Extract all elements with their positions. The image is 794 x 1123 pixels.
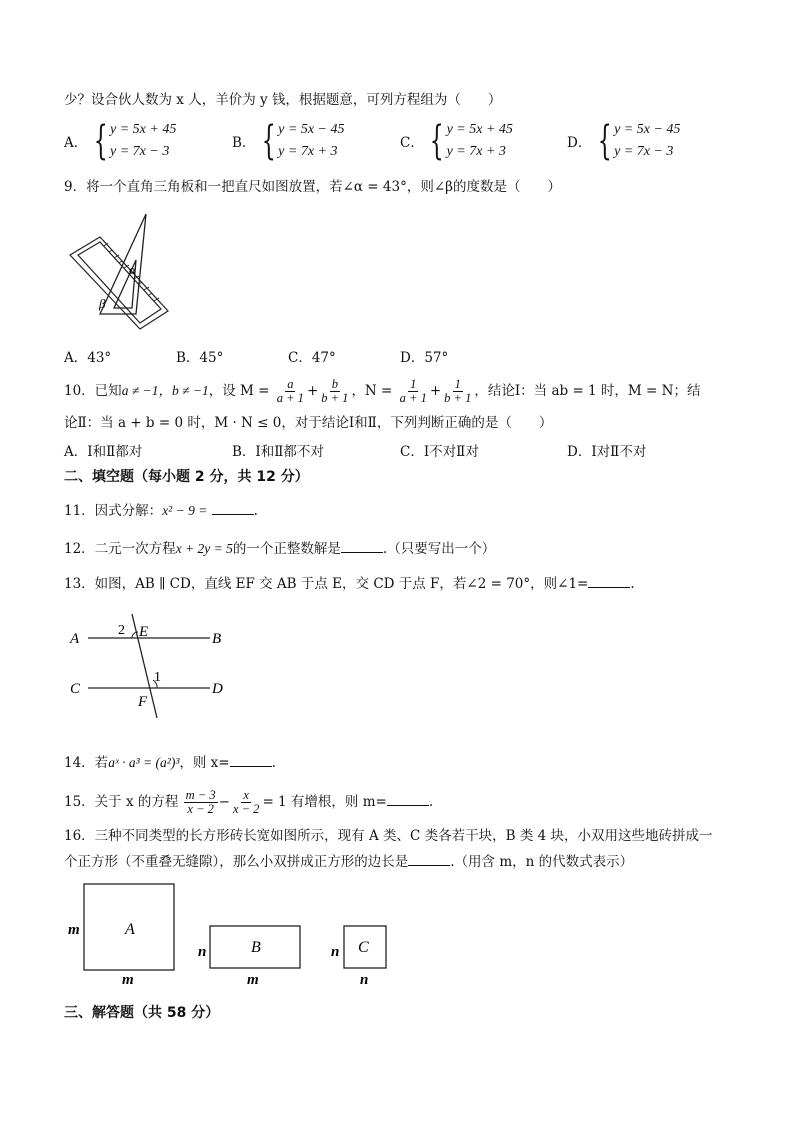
- q9-option-c[interactable]: C．47°: [288, 350, 336, 366]
- equation-system: { y = 5x − 45 y = 7x + 3: [261, 118, 345, 164]
- ruler-shape: [70, 237, 168, 329]
- fraction-x-over-x-minus-2: $\frac{x}{x - 2}$: [232, 788, 260, 816]
- label-e: E: [139, 624, 149, 640]
- tile-c-side-label: n: [331, 944, 340, 960]
- q10-define-m: ，设 M =: [208, 383, 270, 399]
- section-3-heading: 三、解答题（共 58 分）: [64, 1005, 220, 1021]
- tile-a-bottom-label: m: [122, 972, 134, 988]
- equation-2: y = 7x + 3: [278, 144, 338, 159]
- equation-system: { y = 5x − 45 y = 7x − 3: [597, 118, 681, 164]
- q10-condition: a ≠ −1，b ≠ −1: [121, 383, 209, 398]
- equation-1: y = 5x + 45: [110, 122, 177, 137]
- q11-prefix: 11．因式分解：: [64, 503, 163, 519]
- section-2-heading: 二、填空题（每小题 2 分，共 12 分）: [64, 469, 309, 485]
- q9-option-d[interactable]: D．57°: [400, 350, 449, 366]
- q15-answer-blank[interactable]: [387, 791, 429, 806]
- q10-conclusion-1: ，结论Ⅰ：当 ab = 1 时，M = N；结: [474, 383, 701, 399]
- q13: 13．如图，AB ∥ CD，直线 EF 交 AB 于点 E，交 CD 于点 F，若∠2 = 70°，则∠1= .: [64, 573, 635, 594]
- tile-b-side-label: n: [198, 944, 207, 960]
- q10-option-d[interactable]: D．Ⅰ对Ⅱ不对: [567, 444, 647, 460]
- q11-expression: x² − 9 =: [162, 503, 208, 518]
- label-d: D: [212, 681, 223, 697]
- tile-b-label: B: [251, 939, 261, 956]
- q8-option-a[interactable]: [64, 119, 176, 163]
- equation-2: y = 7x + 3: [446, 144, 506, 159]
- fraction-1-over-a-plus-1: $\frac{1}{a + 1}$: [399, 377, 427, 405]
- option-label: A．: [64, 135, 88, 151]
- q8-option-b[interactable]: [232, 119, 345, 163]
- q10-option-b[interactable]: B．Ⅰ和Ⅱ都不对: [232, 444, 324, 460]
- alpha-label: α: [129, 262, 136, 277]
- option-label: D．: [567, 135, 592, 151]
- label-angle-2: 2: [118, 623, 125, 638]
- q16-tiles-figure: [64, 878, 404, 988]
- triangle-shape: [100, 214, 146, 314]
- equation-2: y = 7x − 3: [110, 144, 170, 159]
- q11-answer-blank[interactable]: [212, 500, 254, 515]
- fraction-b-over-b-plus-1: $\frac{b}{b + 1}$: [321, 377, 349, 405]
- tile-c-label: C: [358, 939, 369, 956]
- equation-1: y = 5x + 45: [446, 122, 513, 137]
- q10-option-a[interactable]: A．Ⅰ和Ⅱ都对: [64, 444, 143, 460]
- equation-1: y = 5x − 45: [614, 122, 681, 137]
- tile-a-side-label: m: [68, 922, 80, 938]
- label-a: A: [70, 631, 80, 647]
- q16-answer-blank[interactable]: [408, 851, 450, 866]
- fraction-m-minus-3-over-x-minus-2: $\frac{m - 3}{x - 2}$: [185, 788, 216, 816]
- q14-answer-blank[interactable]: [230, 752, 272, 767]
- tile-a-label: A: [125, 921, 135, 938]
- q8-tail-text: 少？设合伙人数为 x 人，羊价为 y 钱，根据题意，可列方程组为（ ）: [64, 92, 502, 108]
- label-c: C: [70, 681, 81, 697]
- label-f: F: [138, 694, 148, 710]
- q12-answer-blank[interactable]: [341, 538, 383, 553]
- q8-option-c[interactable]: [400, 119, 513, 163]
- q10-line-1: 10．已知a ≠ −1，b ≠ −1，设 M = $\frac{a}{a + 1}$ + $\frac{b}{b + 1}$ ，N = $\frac{1}{a + 1}$ + $\frac{1}{b + 1}$ ，结论Ⅰ：当 ab = 1 时，M = N；结: [64, 377, 701, 405]
- q11: 11．因式分解：x² − 9 = .: [64, 500, 258, 521]
- q10-define-n: ，N =: [351, 383, 393, 399]
- q10-option-c[interactable]: C．Ⅰ不对Ⅱ对: [400, 444, 479, 460]
- beta-label: β: [99, 296, 106, 311]
- q13-text: 13．如图，AB ∥ CD，直线 EF 交 AB 于点 E，交 CD 于点 F，若∠2 = 70°，则∠1=: [64, 576, 589, 592]
- equation-system: { y = 5x + 45 y = 7x − 3: [93, 118, 177, 164]
- option-label: C．: [400, 135, 424, 151]
- q12: 12．二元一次方程x + 2y = 5的一个正整数解是 .（只要写出一个）: [64, 538, 495, 559]
- equation-system: { y = 5x + 45 y = 7x + 3: [429, 118, 513, 164]
- q8-option-d[interactable]: [567, 119, 680, 163]
- q16-line-2: 个正方形（不重叠无缝隙），那么小双拼成正方形的边长是 .（用含 m，n 的代数式表示）: [64, 851, 633, 872]
- q10-prefix: 10．已知: [64, 383, 122, 399]
- tile-b-bottom-label: m: [247, 972, 259, 988]
- q13-answer-blank[interactable]: [588, 573, 630, 588]
- q10-line-2: 论Ⅱ：当 a + b = 0 时，M · N ≤ 0，对于结论Ⅰ和Ⅱ，下列判断正确的是（ ）: [64, 415, 553, 431]
- q16-line-1: 16．三种不同类型的长方形砖长宽如图所示，现有 A 类、C 类各若干块，B 类 4 块，小双用这些地砖拼成一: [64, 828, 713, 844]
- q13-parallel-lines-figure: [64, 612, 244, 724]
- fraction-a-over-a-plus-1: $\frac{a}{a + 1}$: [276, 377, 304, 405]
- tile-c-bottom-label: n: [360, 972, 369, 988]
- equation-1: y = 5x − 45: [278, 122, 345, 137]
- fraction-1-over-b-plus-1: $\frac{1}{b + 1}$: [444, 377, 472, 405]
- q14-expression: aˣ · a³ = (a²)³: [108, 755, 180, 770]
- option-label: B．: [232, 135, 256, 151]
- q12-equation: x + 2y = 5: [175, 541, 233, 556]
- q9-text: 9．将一个直角三角板和一把直尺如图放置，若∠α = 43°，则∠β的度数是（ ）: [64, 179, 561, 195]
- q9-option-a[interactable]: A．43°: [64, 350, 112, 366]
- q14: 14．若aˣ · a³ = (a²)³，则 x= .: [64, 752, 276, 773]
- equation-2: y = 7x − 3: [614, 144, 674, 159]
- q15: 15．关于 x 的方程 $\frac{m - 3}{x - 2}$ − $\frac{x}{x - 2}$ = 1 有增根，则 m= .: [64, 788, 434, 816]
- label-angle-1: 1: [154, 670, 161, 685]
- label-b: B: [212, 631, 222, 647]
- q9-option-b[interactable]: B．45°: [176, 350, 224, 366]
- q9-ruler-triangle-figure: [64, 208, 174, 336]
